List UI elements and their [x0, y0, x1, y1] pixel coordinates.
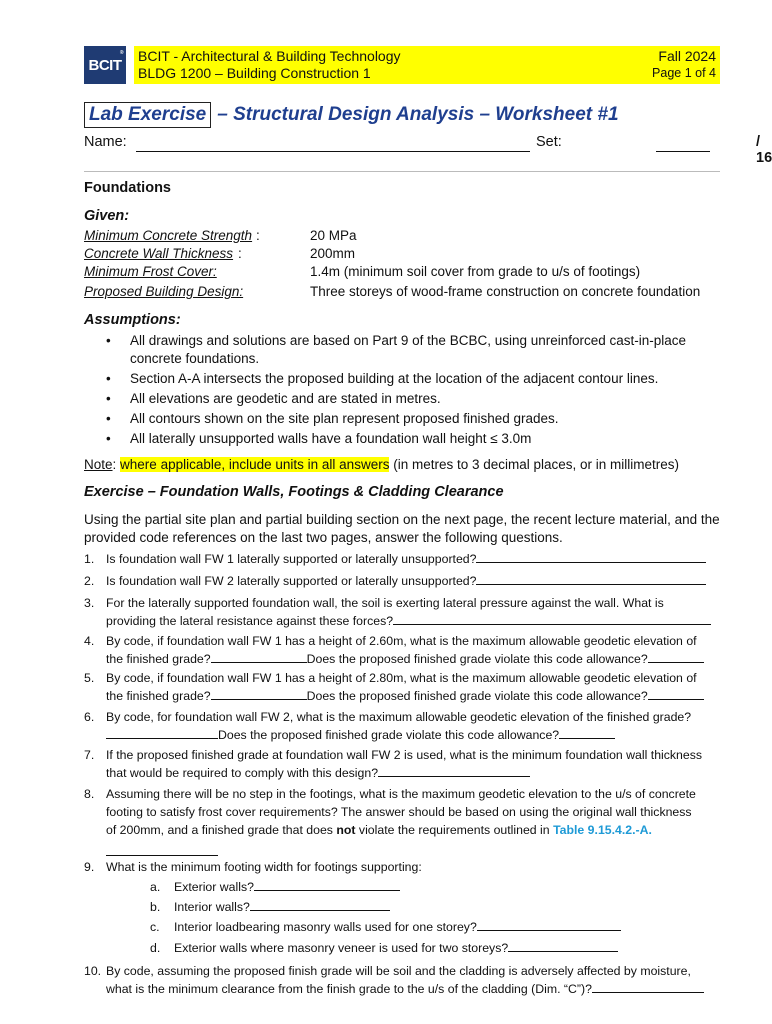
- question-4: [84, 632, 720, 668]
- title-text: – Structural Design Analysis – Worksheet #1: [217, 104, 619, 125]
- exercise-intro: Using the partial site plan and partial building section on the next page, the recent lecture material, and the provided code references on the last two pages, answer the following questions.: [84, 512, 720, 545]
- question-number: 9.: [84, 860, 95, 874]
- answer-blank[interactable]: [254, 878, 400, 891]
- answer-blank[interactable]: [211, 687, 307, 700]
- given-heading: Given:: [84, 208, 130, 224]
- divider: [84, 171, 720, 172]
- question-number: 4.: [84, 634, 95, 648]
- answer-blank[interactable]: [106, 843, 218, 856]
- question-number: 2.: [84, 574, 95, 588]
- question-text: of 200mm, and a finished grade that does: [106, 823, 337, 837]
- exercise-heading: Exercise – Foundation Walls, Footings & Cladding Clearance: [84, 484, 504, 500]
- given-key: Concrete Wall Thickness: [84, 246, 234, 261]
- title-boxed-label: Lab Exercise: [84, 102, 211, 128]
- given-row: [84, 246, 724, 264]
- question-1: [84, 550, 720, 568]
- name-label: Name:: [84, 134, 127, 150]
- sub-question-letter: b.: [150, 900, 161, 914]
- question-emphasis: not: [336, 823, 356, 837]
- section-heading-foundations: Foundations: [84, 180, 171, 196]
- question-2: [84, 572, 720, 590]
- assumptions-list: [104, 332, 720, 450]
- question-text: For the laterally supported foundation wall, the soil is exerting lateral pressure against the wall. What is: [106, 596, 664, 610]
- question-text: By code, if foundation wall FW 1 has a height of 2.60m, what is the maximum allowable geodetic elevation of: [106, 634, 697, 648]
- answer-blank[interactable]: [250, 898, 390, 911]
- given-key-suffix: :: [238, 246, 242, 261]
- answer-blank[interactable]: [592, 980, 704, 993]
- list-item: • All contours shown on the site plan represent proposed finished grades.: [104, 410, 720, 428]
- header-course: BLDG 1200 – Building Construction 1: [138, 65, 371, 81]
- question-text: If the proposed finished grade at foundation wall FW 2 is used, what is the minimum foundation wall thickness: [106, 748, 703, 762]
- question-number: 3.: [84, 596, 95, 610]
- question-text: By code, for foundation wall FW 2, what is the maximum allowable geodetic elevation of the finished grade?: [106, 710, 692, 724]
- question-number: 6.: [84, 710, 95, 724]
- question-text: footing to satisfy frost cover requirements? The answer should be based on using the original wall thickness: [106, 805, 692, 819]
- list-item: • Section A-A intersects the proposed building at the location of the adjacent contour lines.: [104, 370, 720, 388]
- given-row: [84, 264, 724, 282]
- list-item: • All drawings and solutions are based on Part 9 of the BCBC, using unreinforced cast-in-place concrete foundations.: [104, 332, 720, 368]
- answer-blank[interactable]: [508, 939, 618, 952]
- name-field[interactable]: [136, 151, 530, 152]
- answer-blank[interactable]: [476, 572, 706, 585]
- note-label: Note: [84, 457, 113, 472]
- trademark-mark: ®: [119, 50, 123, 56]
- question-number: 1.: [84, 552, 95, 566]
- note-rest: (in metres to 3 decimal places, or in millimetres): [389, 457, 680, 472]
- question-text: Is foundation wall FW 2 laterally supported or laterally unsupported?: [106, 574, 477, 588]
- given-row: [84, 284, 724, 302]
- sub-question-a: [150, 878, 720, 896]
- question-text: violate the requirements outlined in: [355, 823, 554, 837]
- set-field[interactable]: [656, 151, 710, 152]
- question-10: [84, 962, 720, 998]
- question-text: providing the lateral resistance against these forces?: [106, 614, 394, 628]
- question-8: [84, 785, 720, 861]
- question-6: [84, 708, 720, 744]
- question-text: Does the proposed finished grade violate this code allowance?: [306, 652, 648, 666]
- question-text: Does the proposed finished grade violate this code allowance?: [218, 728, 560, 742]
- answer-blank[interactable]: [648, 687, 704, 700]
- table-reference-link[interactable]: Table 9.15.4.2.-A.: [553, 823, 652, 837]
- total-score: / 16: [756, 134, 772, 166]
- question-text: Assuming there will be no step in the footings, what is the maximum geodetic elevation to the u/s of concrete: [106, 787, 696, 801]
- sub-question-letter: d.: [150, 941, 161, 955]
- assumptions-heading: Assumptions:: [84, 312, 181, 328]
- header-program: BCIT - Architectural & Building Technology: [138, 48, 401, 64]
- answer-blank[interactable]: [211, 650, 307, 663]
- sub-question-c: [150, 918, 720, 936]
- answer-blank[interactable]: [106, 726, 218, 739]
- header-bar: [134, 46, 720, 84]
- bcit-logo: [84, 46, 126, 84]
- question-text: what is the minimum clearance from the finish grade to the u/s of the cladding (Dim. “C”)?: [106, 982, 592, 996]
- question-9: [84, 858, 720, 876]
- set-label: Set:: [536, 134, 562, 150]
- name-row: [84, 134, 772, 166]
- question-number: 8.: [84, 787, 95, 801]
- logo-text: BCIT: [88, 56, 122, 74]
- question-text: Is foundation wall FW 1 laterally supported or laterally unsupported?: [106, 552, 477, 566]
- given-key: Minimum Frost Cover:: [84, 264, 217, 279]
- question-text: By code, assuming the proposed finish grade will be soil and the cladding is adversely affected by moisture,: [106, 964, 691, 978]
- question-number: 7.: [84, 748, 95, 762]
- given-value: 20 MPa: [310, 228, 357, 243]
- header-term: Fall 2024: [658, 48, 716, 64]
- sub-question-d: [150, 939, 720, 957]
- question-text: Does the proposed finished grade violate this code allowance?: [306, 689, 648, 703]
- sub-question-letter: a.: [150, 880, 161, 894]
- question-text: the finished grade?: [106, 689, 211, 703]
- sub-question-text: Exterior walls where masonry veneer is used for two storeys?: [174, 941, 509, 955]
- given-key: Proposed Building Design:: [84, 284, 244, 299]
- list-item: • All laterally unsupported walls have a foundation wall height ≤ 3.0m: [104, 430, 720, 448]
- answer-blank[interactable]: [393, 612, 711, 625]
- sub-question-text: Exterior walls?: [174, 880, 254, 894]
- question-text: By code, if foundation wall FW 1 has a height of 2.80m, what is the maximum allowable geodetic elevation of: [106, 671, 697, 685]
- given-key-suffix: :: [256, 228, 260, 243]
- answer-blank[interactable]: [559, 726, 615, 739]
- question-number: 5.: [84, 671, 95, 685]
- answer-blank[interactable]: [648, 650, 704, 663]
- given-key: Minimum Concrete Strength: [84, 228, 253, 243]
- question-3: [84, 594, 720, 630]
- answer-blank[interactable]: [378, 764, 530, 777]
- question-text: What is the minimum footing width for footings supporting:: [106, 860, 422, 874]
- sub-question-text: Interior loadbearing masonry walls used for one storey?: [174, 920, 477, 934]
- given-row: [84, 228, 724, 246]
- given-value: 1.4m (minimum soil cover from grade to u/s of footings): [310, 264, 641, 279]
- sub-question-letter: c.: [150, 920, 160, 934]
- answer-blank[interactable]: [476, 550, 706, 563]
- note: [84, 457, 679, 472]
- document-header: [84, 46, 720, 84]
- header-page-number: Page 1 of 4: [652, 66, 716, 80]
- question-7: [84, 746, 720, 782]
- worksheet-title: [84, 102, 619, 128]
- list-item: • All elevations are geodetic and are stated in metres.: [104, 390, 720, 408]
- note-highlight: where applicable, include units in all answers: [120, 457, 390, 472]
- question-number: 10.: [84, 964, 102, 978]
- question-text: the finished grade?: [106, 652, 211, 666]
- sub-question-text: Interior walls?: [174, 900, 250, 914]
- question-text: that would be required to comply with this design?: [106, 766, 379, 780]
- note-colon: :: [112, 457, 121, 472]
- answer-blank[interactable]: [477, 918, 621, 931]
- question-5: [84, 669, 720, 705]
- sub-question-b: [150, 898, 720, 916]
- given-value: Three storeys of wood-frame construction on concrete foundation: [310, 284, 701, 299]
- given-value: 200mm: [310, 246, 356, 261]
